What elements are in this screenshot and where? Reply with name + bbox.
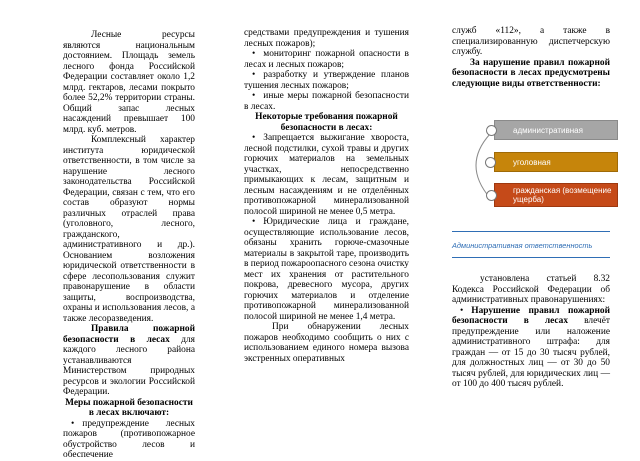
paragraph-article: установлена статьей 8.32 Кодекса Российской Федерации об административных правонарушениях: — [452, 274, 610, 305]
diagram-dot-icon — [486, 125, 497, 136]
diagram-item-administrative: административная — [494, 120, 618, 140]
divider-line — [452, 257, 610, 258]
heading-responsibility: За нарушение правил пожарной безопасности в лесах предусмотрены следующие виды ответственности: — [452, 57, 610, 89]
bullet-fuel-storage: • Юридические лица и граждане, осуществляющие использование лесов, обязаны хранить горюче-смазочные материалы в закрытой таре, производить в период пожароопасного сезона очистку мест их хранения от растительного покрова, древесного мусора, других горючих материалов и отделение противопожарной минерализованной полосой шириной не менее 1,4 метра. — [244, 217, 409, 322]
bullet-monitoring: • мониторинг пожарной опасности в лесах и лесных пожаров; — [244, 49, 409, 70]
violation-bold: Нарушение правил пожарной безопасности в лесах — [452, 305, 610, 326]
diagram-dot-icon — [485, 157, 496, 168]
fire-rules-bold: Правила пожарной безопасности в лесах — [63, 324, 195, 345]
bullet-burning-ban: • Запрещается выжигание хвороста, лесной подстилки, сухой травы и других горючих материалов на земельных участках, непосредственно примыкающих к лесам, защитным и лесным насаждениям и не отделённых противопожарной минерализованной полосой шириной не менее 0,5 метра. — [244, 133, 409, 217]
heading-requirements: Некоторые требования пожарной безопасности в лесах: — [255, 112, 398, 133]
paragraph-continuation: средствами предупреждения и тушения лесных пожаров); — [244, 28, 409, 49]
violation-rest: влечёт предупреждение или наложение административного штрафа: для граждан — от 15 до 30 тысяч рублей, для должностных лиц — от 30 до 50 тысяч рублей, для юридических лиц — от 100 до 400 тысяч рублей. — [452, 316, 610, 389]
caption-administrative: Административная ответственность — [452, 241, 593, 250]
column-1 — [63, 30, 195, 461]
bullet-other-measures: • иные меры пожарной безопасности в лесах. — [244, 91, 409, 112]
column-3-bottom — [452, 274, 610, 390]
paragraph-112: служб «112», а также в специализированную диспетчерскую службу. — [452, 26, 610, 57]
heading-fire-measures: Меры пожарной безопасности в лесах включают: — [65, 397, 193, 418]
bullet-prevention: • предупреждение лесных пожаров (противопожарное обустройство лесов и обеспечение — [63, 419, 195, 461]
divider-line — [452, 231, 610, 232]
bullet-plans: • разработку и утверждение планов тушения лесных пожаров; — [244, 70, 409, 91]
column-2 — [244, 28, 409, 364]
diagram-item-civil: гражданская (возмещение ущерба) — [494, 183, 618, 207]
diagram-dot-icon — [486, 190, 497, 201]
responsibility-diagram — [452, 120, 622, 230]
paragraph-report-fire: При обнаружении лесных пожаров необходимо сообщить о них с использованием единого номера вызова экстренных оперативных — [244, 322, 409, 364]
diagram-item-criminal: уголовная — [494, 152, 618, 172]
bullet-violation — [452, 306, 610, 390]
paragraph-liability: Комплексный характер института юридической ответственности, в том числе за нарушение лесного законодательства Российской Федерации, связан с тем, что его состав образуют нормы различных отраслей права (уголовного, лесного, гражданского, административного и др.). Основанием возложения юридической ответственности в сфере лесопользования служит правонарушение в области защиты, воспроизводства, охраны и использования лесов, а также лесоразведения. — [63, 135, 195, 324]
column-3 — [452, 26, 610, 89]
fire-rules-rest: для каждого лесного района устанавливаются Министерством природных ресурсов и экологии Российской Федерации. — [63, 334, 195, 397]
paragraph-forest-resources: Лесные ресурсы являются национальным достоянием. Площадь земель лесного фонда Российской Федерации составляет около 1,2 млрд. гектаров, лесами покрыто более 52,2% территории страны. Общий запас лесных насаждений превышает 100 млрд. куб. метров. — [63, 30, 195, 135]
paragraph-fire-rules — [63, 324, 195, 398]
